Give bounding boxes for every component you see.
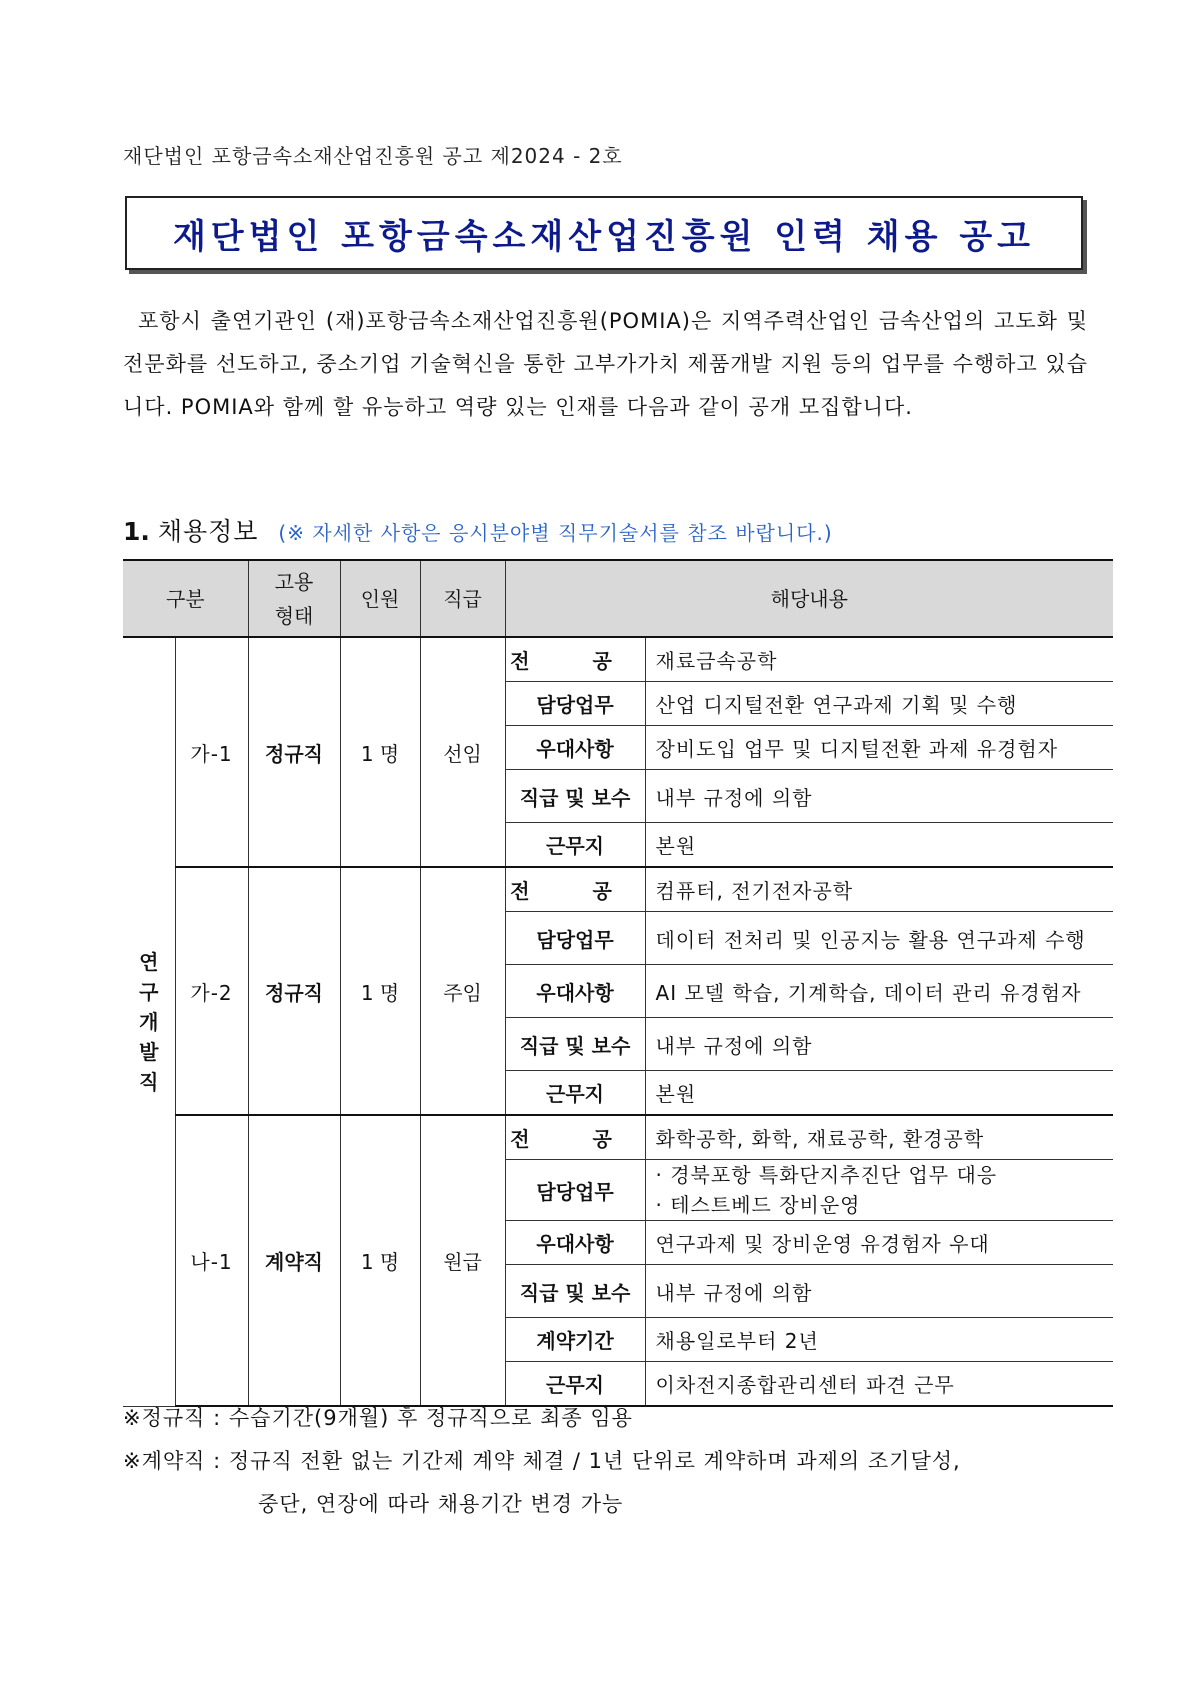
- detail-value: 본원: [645, 1071, 1113, 1116]
- detail-key: 담당업무: [505, 682, 645, 726]
- notice-number: 재단법인 포항금속소재산업진흥원 공고 제2024 - 2호: [123, 144, 623, 168]
- position-code: 가-1: [175, 637, 248, 867]
- detail-value: 데이터 전처리 및 인공지능 활용 연구과제 수행: [645, 912, 1113, 965]
- detail-value: 장비도입 업무 및 디지털전환 과제 유경험자: [645, 726, 1113, 770]
- recruitment-table: [123, 559, 1113, 1407]
- headcount: 1 명: [340, 637, 420, 867]
- employment-type: 계약직: [248, 1115, 340, 1406]
- detail-key: 직급 및 보수: [505, 1018, 645, 1071]
- header-employment-type-line1: 고용: [274, 569, 314, 594]
- employment-type: 정규직: [248, 637, 340, 867]
- detail-value: 이차전지종합관리센터 파견 근무: [645, 1362, 1113, 1407]
- page-title: 재단법인 포항금속소재산업진흥원 인력 채용 공고: [172, 216, 1036, 257]
- header-employment-type: [248, 560, 340, 637]
- category-char: 직: [139, 1069, 159, 1094]
- position-code: 가-2: [175, 867, 248, 1115]
- section-note: (※ 자세한 사항은 응시분야별 직무기술서를 참조 바랍니다.): [278, 521, 833, 545]
- detail-value: 컴퓨터, 전기전자공학: [645, 867, 1113, 912]
- detail-value-line: · 경북포항 특화단지추진단 업무 대응: [655, 1163, 998, 1187]
- detail-value: 채용일로부터 2년: [645, 1318, 1113, 1362]
- rank: 주임: [420, 867, 505, 1115]
- detail-value: [645, 1160, 1113, 1221]
- category-char: 구: [139, 979, 159, 1004]
- detail-value: 연구과제 및 장비운영 유경험자 우대: [645, 1221, 1113, 1265]
- detail-key: 근무지: [505, 1362, 645, 1407]
- footnote-regular: ※정규직 : 수습기간(9개월) 후 정규직으로 최종 임용: [123, 1406, 633, 1430]
- detail-value: 화학공학, 화학, 재료공학, 환경공학: [645, 1115, 1113, 1160]
- detail-value: 본원: [645, 823, 1113, 868]
- headcount: 1 명: [340, 867, 420, 1115]
- detail-key: 근무지: [505, 823, 645, 868]
- detail-key: 우대사항: [505, 965, 645, 1018]
- section-number: 1.: [123, 517, 150, 546]
- footnote-contract-continued: 중단, 연장에 따라 채용기간 변경 가능: [258, 1492, 624, 1516]
- detail-key: 근무지: [505, 1071, 645, 1116]
- detail-key: 우대사항: [505, 726, 645, 770]
- table-header-row: [123, 560, 1113, 637]
- table-row: [123, 1115, 1113, 1160]
- header-rank: 직급: [420, 560, 505, 637]
- detail-key: 직급 및 보수: [505, 770, 645, 823]
- intro-paragraph: [123, 300, 1088, 429]
- detail-key-text: 전 공: [510, 1127, 640, 1151]
- header-category: 구분: [123, 560, 248, 637]
- section-heading: [123, 512, 833, 548]
- employment-type: 정규직: [248, 867, 340, 1115]
- title-box: [125, 196, 1083, 270]
- category-char: 연: [139, 949, 159, 974]
- table-row: [123, 867, 1113, 912]
- header-employment-type-line2: 형태: [274, 603, 314, 628]
- category-char: 발: [139, 1039, 159, 1064]
- detail-key: [505, 867, 645, 912]
- detail-key: 담당업무: [505, 912, 645, 965]
- detail-value: AI 모델 학습, 기계학습, 데이터 관리 유경험자: [645, 965, 1113, 1018]
- detail-key: 담당업무: [505, 1160, 645, 1221]
- detail-value: 내부 규정에 의함: [645, 1018, 1113, 1071]
- headcount: 1 명: [340, 1115, 420, 1406]
- detail-key: 직급 및 보수: [505, 1265, 645, 1318]
- detail-key-text: 전 공: [510, 879, 640, 903]
- rank: 원급: [420, 1115, 505, 1406]
- detail-value: 재료금속공학: [645, 637, 1113, 682]
- category-cell: [123, 637, 175, 1406]
- intro-text: 포항시 출연기관인 (재)포항금속소재산업진흥원(POMIA)은 지역주력산업인 금속산업의 고도화 및 전문화를 선도하고, 중소기업 기술혁신을 통한 고부가가치 제품개발 지원 등의 업무를 수행하고 있습니다. POMIA와 함께 할 유능하고 역량 있는 인재를 다음과 같이 공개 모집합니다.: [123, 309, 1088, 419]
- category-char: 개: [139, 1009, 159, 1034]
- detail-value-line: · 테스트베드 장비운영: [655, 1193, 861, 1217]
- detail-key: 계약기간: [505, 1318, 645, 1362]
- detail-value: 내부 규정에 의함: [645, 770, 1113, 823]
- detail-key: 우대사항: [505, 1221, 645, 1265]
- rank: 선임: [420, 637, 505, 867]
- detail-key: [505, 637, 645, 682]
- footnote-contract: ※계약직 : 정규직 전환 없는 기간제 계약 체결 / 1년 단위로 계약하며 과제의 조기달성,: [123, 1449, 961, 1473]
- header-details: 해당내용: [505, 560, 1113, 637]
- detail-key-text: 전 공: [510, 649, 640, 673]
- section-title: 채용정보: [157, 517, 259, 546]
- detail-value: 산업 디지털전환 연구과제 기획 및 수행: [645, 682, 1113, 726]
- header-headcount: 인원: [340, 560, 420, 637]
- position-code: 나-1: [175, 1115, 248, 1406]
- detail-key: [505, 1115, 645, 1160]
- detail-value: 내부 규정에 의함: [645, 1265, 1113, 1318]
- table-row: [123, 637, 1113, 682]
